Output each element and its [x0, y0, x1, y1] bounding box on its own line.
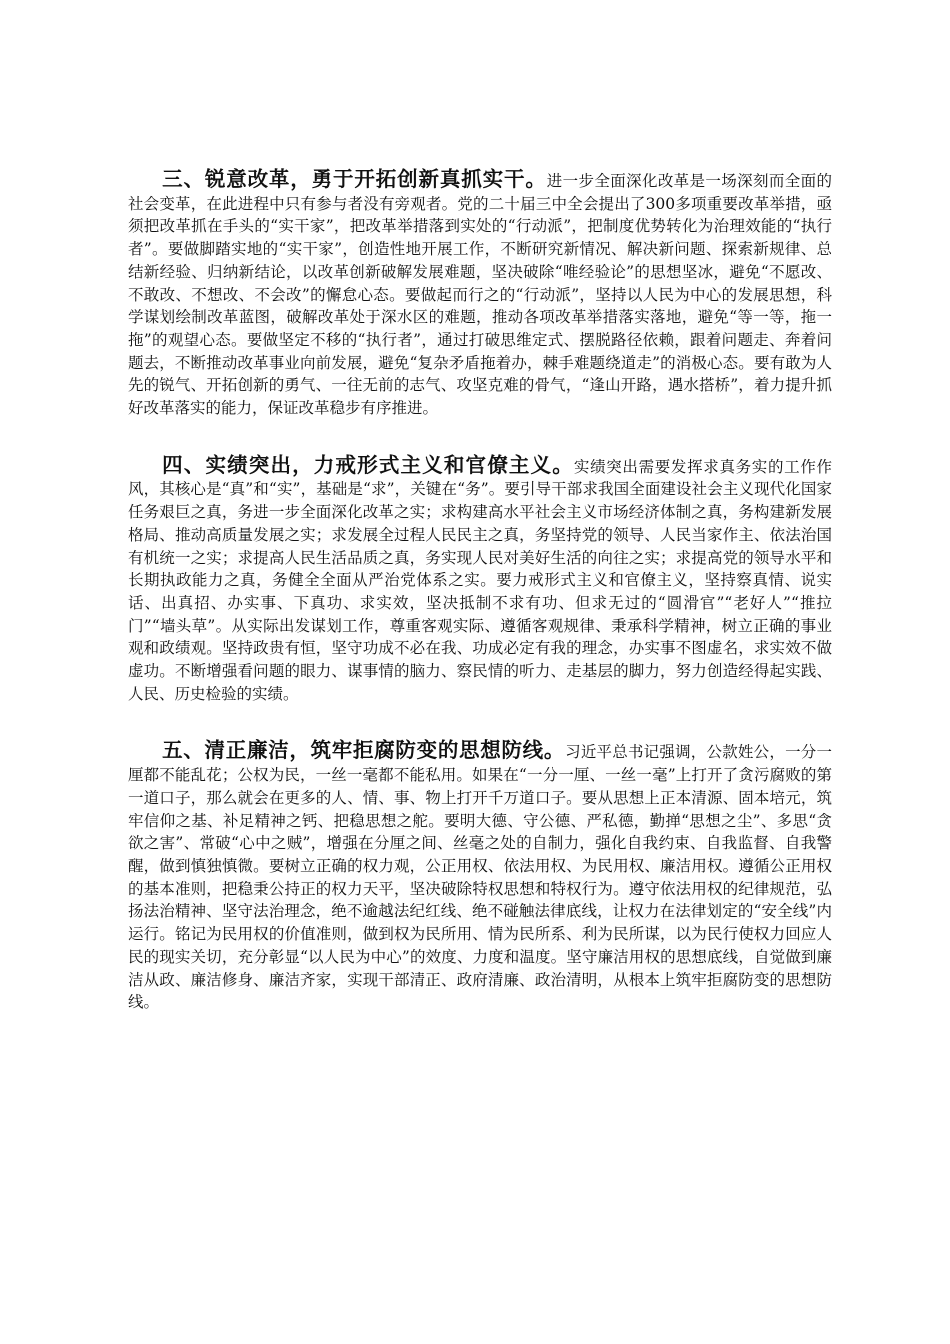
section-achievement	[128, 454, 832, 706]
section-heading-achievement: 四、实绩突出，力戒形式主义和官僚主义。	[162, 452, 574, 477]
section-heading-integrity: 五、清正廉洁，筑牢拒腐防变的思想防线。	[162, 738, 566, 763]
document-page	[128, 168, 832, 1048]
section-heading-reform: 三、锐意改革，勇于开拓创新真抓实干。	[162, 167, 547, 191]
section-body-achievement: 实绩突出需要发挥求真务实的工作作风，其核心是“真”和“实”，基础是“求”，关键在“务”。要引导干部求我国全面建设社会主义现代化国家任务艰巨之真，务进一步全面深化改革之实；求构建高水平社会主义市场经济体制之真，务构建新发展格局、推动高质量发展之实；求发展全过程人民民主之真，务坚持党的领导、人民当家作主、依法治国有机统一之实；求提高人民生活品质之真，务实现人民对美好生活的向往之实；求提高党的领导水平和长期执政能力之真，务健全全面从严治党体系之实。要力戒形式主义和官僚主义，坚持察真情、说实话、出真招、办实事、下真功、求实效，坚决抵制不求有功、但求无过的“圆滑官”“老好人”“推拉门”“墙头草”。从实际出发谋划工作，尊重客观实际、遵循客观规律、秉承科学精神，树立正确的事业观和政绩观。坚持政贵有恒，坚守功成不必在我、功成必定有我的理念，办实事不图虚名，求实效不做虚功。不断增强看问题的眼力、谋事情的脑力、察民情的听力、走基层的脚力，努力创造经得起实践、人民、历史检验的实绩。	[128, 457, 832, 703]
section-body-reform: 进一步全面深化改革是一场深刻而全面的社会变革，在此进程中只有参与者没有旁观者。党的二十届三中全会提出了300多项重要改革举措，亟须把改革抓在手头的“实干家”，把改革举措落到实处的“行动派”，把制度优势转化为治理效能的“执行者”。要做脚踏实地的“实干家”，创造性地开展工作，不断研究新情况、解决新问题、探索新规律、总结新经验、归纳新结论，以改革创新破解发展难题，坚决破除“唯经验论”的思想坚冰，避免“不愿改、不敢改、不想改、不会改”的懈怠心态。要做起而行之的“行动派”，坚持以人民为中心的发展思想，科学谋划绘制改革蓝图，破解改革处于深水区的难题，推动各项改革举措落实落地，避免“等一等，拖一拖”的观望心态。要做坚定不移的“执行者”，通过打破思维定式、摆脱路径依赖，跟着问题走、奔着问题去，不断推动改革事业向前发展，避免“复杂矛盾拖着办，棘手难题绕道走”的消极心态。要有敢为人先的锐气、开拓创新的勇气、一往无前的志气、攻坚克难的骨气，“逢山开路，遇水搭桥”，着力提升抓好改革落实的能力，保证改革稳步有序推进。	[128, 172, 832, 418]
section-integrity	[128, 739, 832, 1013]
section-reform	[128, 168, 832, 420]
section-body-integrity: 习近平总书记强调，公款姓公，一分一厘都不能乱花；公权为民，一丝一毫都不能私用。如果在“一分一厘、一丝一毫”上打开了贪污腐败的第一道口子，那么就会在更多的人、情、事、物上打开千万道口子。要从思想上正本清源、固本培元，筑牢信仰之基、补足精神之钙、把稳思想之舵。要明大德、守公德、严私德，勤掸“思想之尘”、多思“贪欲之害”、常破“心中之贼”，增强在分厘之间、丝毫之处的自制力，强化自我约束、自我监督、自我警醒，做到慎独慎微。要树立正确的权力观，公正用权、依法用权、为民用权、廉洁用权。遵循公正用权的基本准则，把稳秉公持正的权力天平，坚决破除特权思想和特权行为。遵守依法用权的纪律规范，弘扬法治精神、坚守法治理念，绝不逾越法纪红线、绝不碰触法律底线，让权力在法律划定的“安全线”内运行。铭记为民用权的价值准则，做到权为民所用、情为民所系、利为民所谋，以为民行使权力回应人民的现实关切，充分彰显“以人民为中心”的效度、力度和温度。坚守廉洁用权的思想底线，自觉做到廉洁从政、廉洁修身、廉洁齐家，实现干部清正、政府清廉、政治清明，从根本上筑牢拒腐防变的思想防线。	[128, 743, 832, 1012]
